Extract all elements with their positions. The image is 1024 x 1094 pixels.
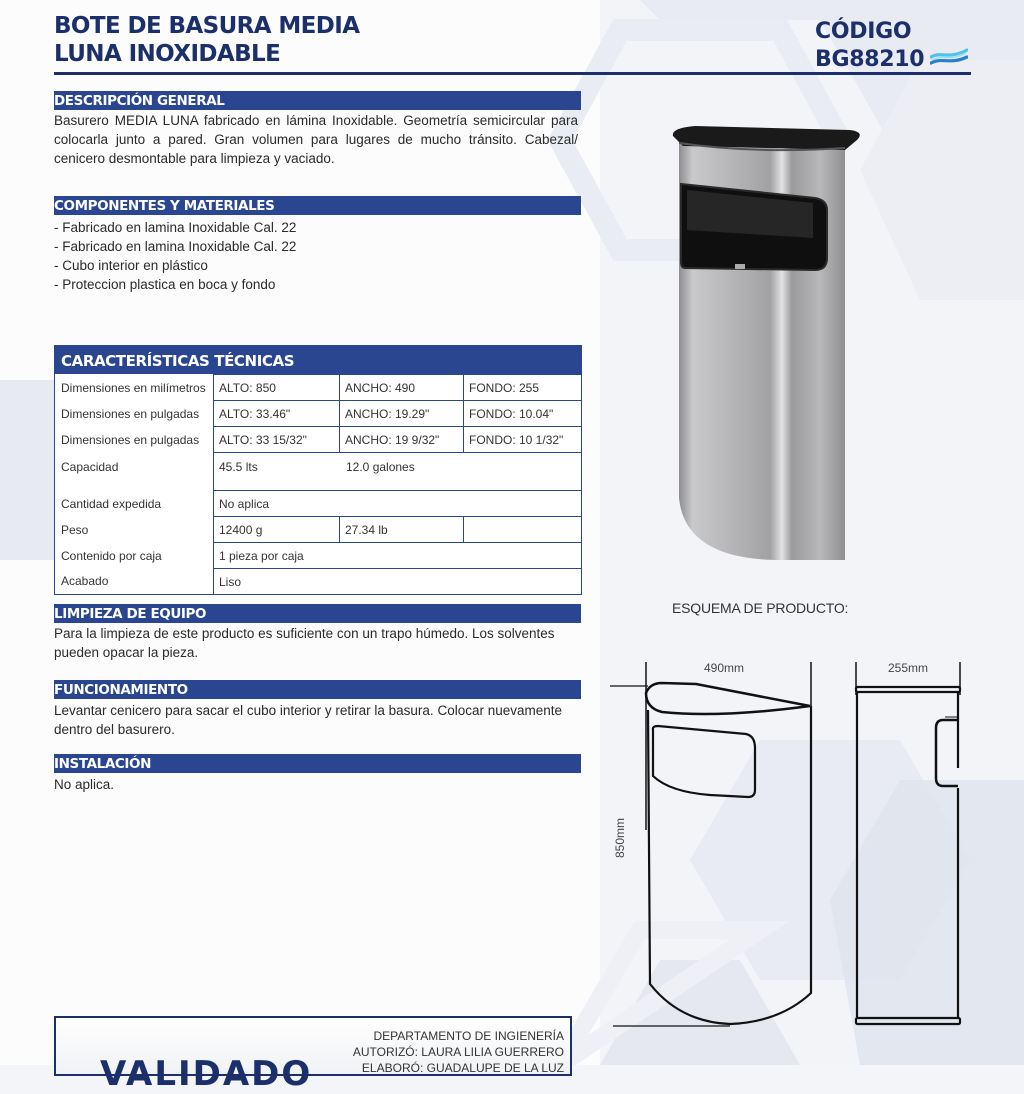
table-row [55, 401, 581, 427]
limpieza-text: Para la limpieza de este producto es suficiente con un trapo húmedo. Los solventes pueden opacar la pieza. [54, 626, 555, 660]
product-photo [665, 118, 865, 568]
section-header-instalacion: INSTALACIÓN [54, 754, 581, 773]
capacity-gallons: 12.0 galones [346, 460, 415, 474]
spec-value: ALTO: 850 [214, 375, 340, 401]
spec-label: Dimensiones en pulgadas [55, 427, 214, 453]
front-view [610, 662, 811, 1026]
spec-label: Capacidad [55, 453, 214, 491]
wave-logo-icon [930, 46, 968, 74]
depth-dimension-label: 255mm [888, 661, 929, 675]
table-row [55, 543, 581, 569]
section-header-limpieza: LIMPIEZA DE EQUIPO [54, 604, 581, 623]
specs-table [55, 374, 581, 594]
product-title-line1: BOTE DE BASURA MEDIA [54, 13, 360, 39]
spec-value: Liso [214, 569, 582, 595]
spec-label: Cantidad expedida [55, 491, 214, 517]
spec-value: 1 pieza por caja [214, 543, 582, 569]
spec-label: Peso [55, 517, 214, 543]
table-row [55, 569, 581, 595]
table-row [55, 517, 581, 543]
section-header-componentes: COMPONENTES Y MATERIALES [54, 196, 581, 215]
side-view [856, 662, 960, 1024]
spec-value: ALTO: 33.46" [214, 401, 340, 427]
spec-value: 27.34 lb [340, 517, 464, 543]
spec-value [214, 453, 582, 491]
validation-stamp: VALIDADO [100, 1054, 313, 1094]
spec-label: Dimensiones en pulgadas [55, 401, 214, 427]
capacity-liters: 45.5 lts [219, 460, 258, 474]
spec-value: FONDO: 10 1/32" [464, 427, 582, 453]
spec-value: ALTO: 33 15/32" [214, 427, 340, 453]
spec-value: 12400 g [214, 517, 340, 543]
product-code-block [815, 18, 985, 74]
code-label: CÓDIGO [815, 19, 912, 44]
department-line: DEPARTAMENTO DE INGIENERÍA [373, 1029, 564, 1043]
list-item: - Fabricado en lamina Inoxidable Cal. 22 [54, 220, 297, 235]
header-divider [54, 72, 971, 75]
spec-value: ANCHO: 490 [340, 375, 464, 401]
product-title-line2: LUNA INOXIDABLE [54, 41, 281, 67]
spec-value: ANCHO: 19.29" [340, 401, 464, 427]
width-dimension-label: 490mm [704, 661, 745, 675]
list-item: - Cubo interior en plástico [54, 258, 208, 273]
funcionamiento-text: Levantar cenicero para sacar el cubo interior y retirar la basura. Colocar nuevamente dentro del basurero. [54, 703, 563, 737]
list-item: - Proteccion plastica en boca y fondo [54, 277, 276, 292]
product-title [54, 12, 574, 68]
technical-specs-table [54, 345, 582, 595]
spec-label: Dimensiones en milímetros [55, 375, 214, 401]
spec-value [464, 517, 582, 543]
list-item: - Fabricado en lamina Inoxidable Cal. 22 [54, 239, 297, 254]
validation-footer [54, 1016, 572, 1094]
product-schematic-drawing [600, 650, 1024, 1050]
spec-value: FONDO: 10.04" [464, 401, 582, 427]
descripcion-text: Basurero MEDIA LUNA fabricado en lámina Inoxidable. Geometría semicircular para colocarla junto a pared. Gran volumen para lugares de mucho tránsito. Cabezal/ cenicero desmontable para limpieza y vaciado. [54, 113, 578, 166]
section-header-caracteristicas: CARACTERÍSTICAS TÉCNICAS [55, 346, 581, 374]
authorized-line: AUTORIZÓ: LAURA LILIA GUERRERO [352, 1045, 564, 1059]
componentes-list [54, 218, 296, 294]
code-value: BG88210 [815, 47, 925, 72]
spec-label: Contenido por caja [55, 543, 214, 569]
spec-label: Acabado [55, 569, 214, 595]
spec-value: FONDO: 255 [464, 375, 582, 401]
validation-info [353, 1028, 564, 1076]
section-header-descripcion: DESCRIPCIÓN GENERAL [54, 91, 581, 110]
instalacion-text: No aplica. [54, 777, 115, 792]
prepared-line: ELABORÓ: GUADALUPE DE LA LUZ [361, 1061, 564, 1075]
table-row [55, 427, 581, 453]
height-dimension-label: 850mm [613, 817, 627, 858]
section-header-funcionamiento: FUNCIONAMIENTO [54, 680, 581, 699]
table-row [55, 453, 581, 491]
code-value-row [815, 46, 985, 74]
table-row [55, 375, 581, 401]
spec-value: No aplica [214, 491, 582, 517]
spec-value: ANCHO: 19 9/32" [340, 427, 464, 453]
table-row [55, 491, 581, 517]
schema-title: ESQUEMA DE PRODUCTO: [672, 600, 849, 616]
